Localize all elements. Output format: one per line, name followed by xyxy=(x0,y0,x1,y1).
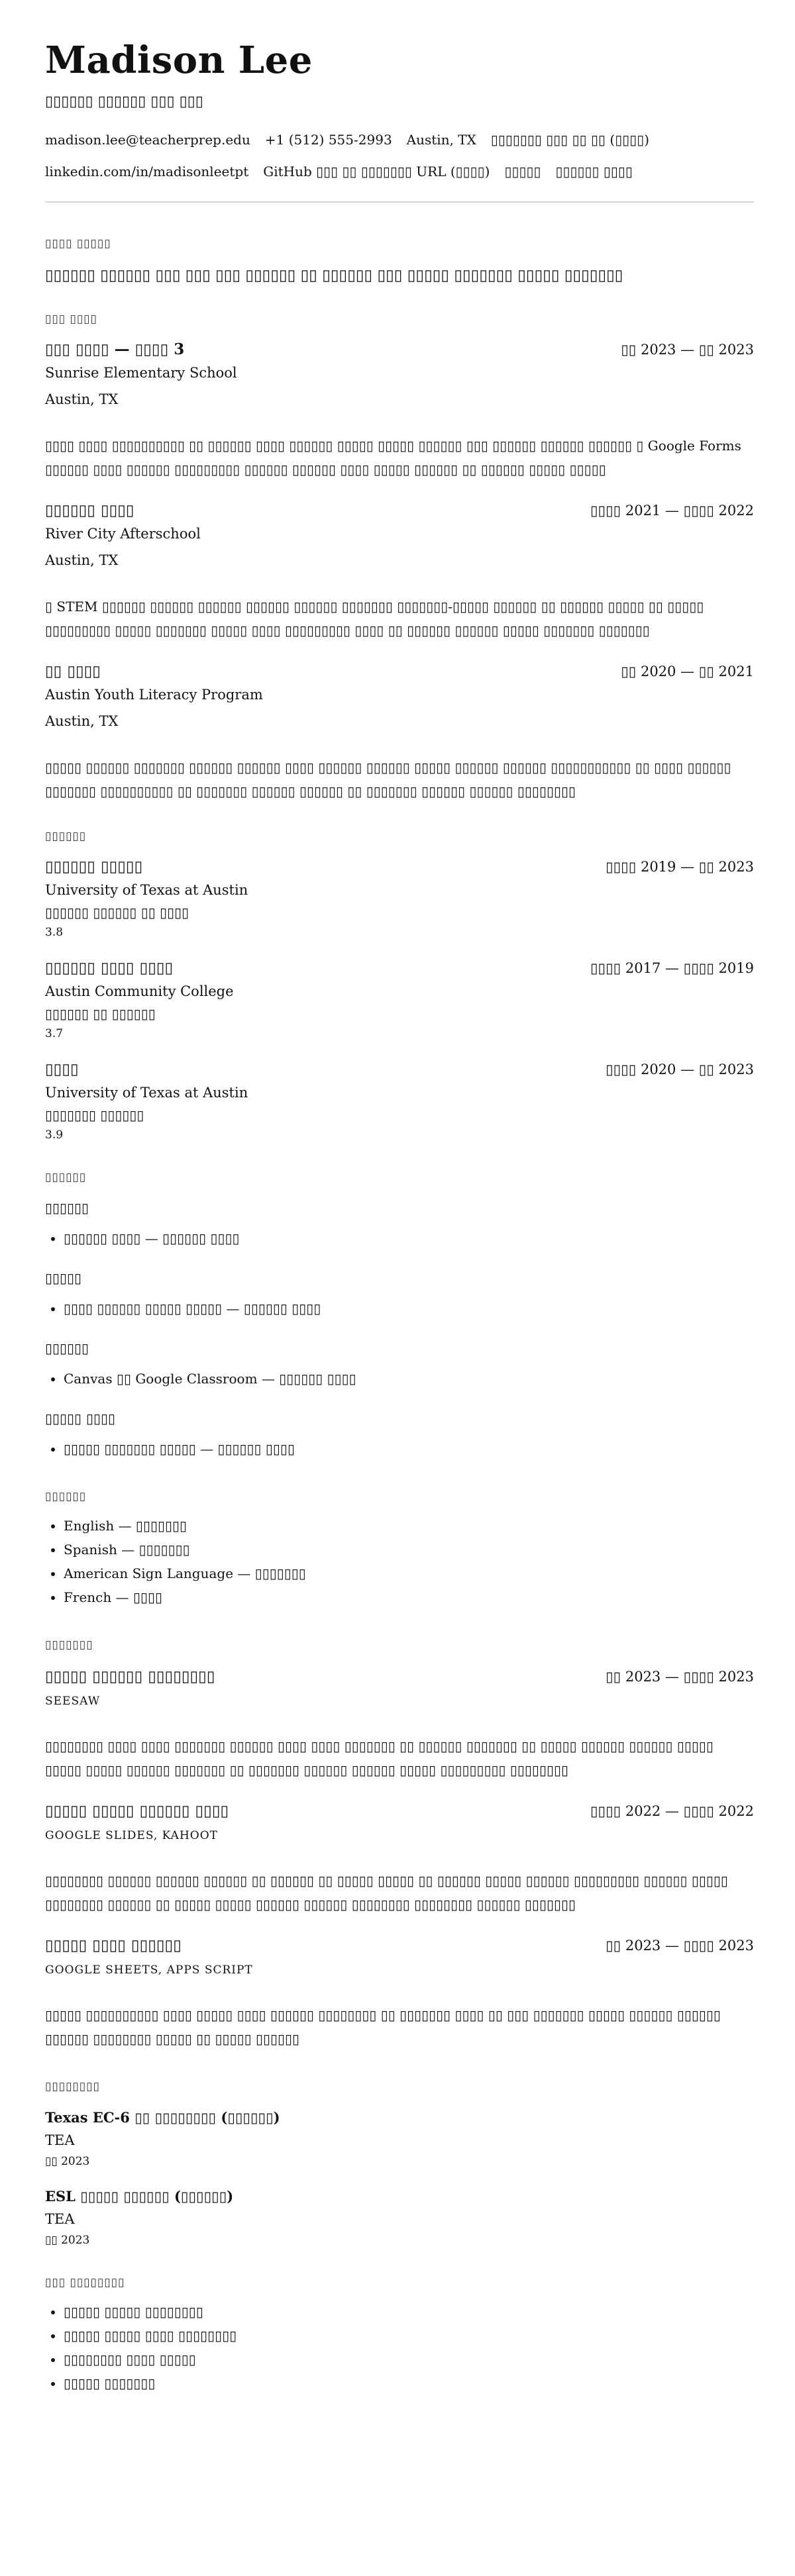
resume-page xyxy=(45,0,754,2395)
project-item xyxy=(45,1802,754,1916)
skill-category: ▯▯▯▯▯▯ xyxy=(45,1200,89,1216)
skill-item: • ▯▯▯▯▯▯ ▯▯▯▯ — ▯▯▯▯▯▯ ▯▯▯▯ xyxy=(64,1226,754,1250)
portfolio-link[interactable]: ▯▯▯▯▯▯▯ ▯▯▯ ▯▯ ▯▯ (▯▯▯▯) xyxy=(490,132,650,148)
skill-list xyxy=(45,1367,754,1391)
skill-category: ▯▯▯▯▯ xyxy=(45,1270,82,1286)
gpa-value: 3.8 xyxy=(45,926,64,939)
extra-link-b[interactable]: ▯▯▯▯▯▯ ▯▯▯▯ xyxy=(555,164,633,179)
job-description: ▯▯▯▯▯ ▯▯▯▯▯▯ ▯▯▯▯▯▯▯ ▯▯▯▯▯▯ ▯▯▯▯▯▯ ▯▯▯▯ ▯▯▯▯▯▯ ▯▯▯▯▯▯ ▯▯▯▯▯ ▯▯▯▯▯▯ ▯▯▯▯▯▯ ▯▯▯▯▯▯▯▯▯▯▯ ▯▯ ▯▯▯▯ ▯▯▯▯▯▯ ▯▯▯▯▯▯▯ ▯▯▯▯▯▯▯▯▯▯ ▯▯ ▯▯▯▯▯▯▯ ▯▯▯▯▯▯ ▯▯▯▯▯▯ ▯▯ ▯▯▯▯▯▯▯ ▯▯▯▯▯▯ ▯▯▯▯▯▯ ▯▯▯▯▯▯▯▯ xyxy=(45,760,731,799)
project-tech: GOOGLE SLIDES, KAHOOT xyxy=(45,1829,219,1842)
job-dates: ▯▯ 2020 — ▯▯ 2021 xyxy=(621,664,754,679)
email-link[interactable]: madison.lee@teacherprep.edu xyxy=(45,132,250,148)
school-name: Austin Community College xyxy=(45,983,234,999)
interests-heading: ▯▯▯ ▯▯▯▯▯▯▯▯ xyxy=(45,2276,125,2289)
extra-link-a[interactable]: ▯▯▯▯▯ xyxy=(504,164,541,179)
experience-item xyxy=(45,501,754,642)
job-location: Austin, TX xyxy=(45,552,119,568)
field-of-study: ▯▯▯▯▯▯ ▯▯ ▯▯▯▯▯▯ xyxy=(45,1006,156,1022)
project-item xyxy=(45,1936,754,2051)
projects-heading: ▯▯▯▯▯▯▯ xyxy=(45,1638,93,1652)
location-text: Austin, TX xyxy=(406,132,476,148)
github-link[interactable]: GitHub ▯▯▯ ▯▯ ▯▯▯▯▯▯▯ URL (▯▯▯▯) xyxy=(263,164,490,179)
project-description: ▯▯▯▯▯▯▯▯ ▯▯▯▯▯▯ ▯▯▯▯▯▯ ▯▯▯▯▯▯ ▯▯ ▯▯▯▯▯▯ ▯▯ ▯▯▯▯▯ ▯▯▯▯▯ ▯▯ ▯▯▯▯▯▯ ▯▯▯▯▯ ▯▯▯▯▯▯ ▯▯▯▯▯▯▯▯▯ ▯▯▯▯▯▯ ▯▯▯▯▯ ▯▯▯▯▯▯▯▯ ▯▯▯▯▯▯ ▯▯ ▯▯▯▯▯ ▯▯▯▯▯ ▯▯▯▯▯▯ ▯▯▯▯▯▯ ▯▯▯▯▯▯▯▯ ▯▯▯▯▯▯▯▯ ▯▯▯▯▯▯ ▯▯▯▯▯▯▯ xyxy=(45,1873,728,1912)
certification-name: ESL ▯▯▯▯▯ ▯▯▯▯▯▯ (▯▯▯▯▯▯) xyxy=(45,2188,234,2204)
linkedin-link[interactable]: linkedin.com/in/madisonleetpt xyxy=(45,164,249,179)
job-dates: ▯▯ 2023 — ▯▯ 2023 xyxy=(621,342,754,358)
summary-heading: ▯▯▯▯ ▯▯▯▯▯ xyxy=(45,237,111,250)
project-title: ▯▯▯▯▯ ▯▯▯▯ ▯▯▯▯▯▯ xyxy=(45,1936,182,1954)
skill-item: • ▯▯▯▯ ▯▯▯▯▯▯ ▯▯▯▯▯ ▯▯▯▯▯ — ▯▯▯▯▯▯ ▯▯▯▯ xyxy=(64,1297,754,1320)
school-name: University of Texas at Austin xyxy=(45,1085,248,1101)
job-dates: ▯▯▯▯ 2021 — ▯▯▯▯ 2022 xyxy=(590,503,754,519)
skill-item: • Canvas ▯▯ Google Classroom — ▯▯▯▯▯▯ ▯▯▯▯ xyxy=(64,1367,754,1391)
education-item xyxy=(45,959,754,1040)
gpa-value: 3.7 xyxy=(45,1027,64,1040)
project-title: ▯▯▯▯▯ ▯▯▯▯▯ ▯▯▯▯▯▯ ▯▯▯▯ xyxy=(45,1802,229,1820)
job-title: ▯▯▯▯▯▯ ▯▯▯▯ xyxy=(45,501,134,519)
skill-item: • ▯▯▯▯▯ ▯▯▯▯▯▯▯ ▯▯▯▯▯ — ▯▯▯▯▯▯ ▯▯▯▯ xyxy=(64,1437,754,1461)
project-description: ▯▯▯▯▯ ▯▯▯▯▯▯▯▯▯▯ ▯▯▯▯ ▯▯▯▯▯ ▯▯▯▯ ▯▯▯▯▯▯ ▯▯▯▯▯▯▯▯ ▯▯ ▯▯▯▯▯▯▯ ▯▯▯▯ ▯▯ ▯▯▯ ▯▯▯▯▯▯▯ ▯▯▯▯▯ ▯▯▯▯▯▯ ▯▯▯▯▯▯ ▯▯▯▯▯▯ ▯▯▯▯▯▯▯▯ ▯▯▯▯▯ ▯▯ ▯▯▯▯▯ ▯▯▯▯▯▯ xyxy=(45,2007,721,2047)
language-item: • French — ▯▯▯▯ xyxy=(64,1585,754,1609)
summary-text: ▯▯▯▯▯▯ ▯▯▯▯▯▯ ▯▯▯ ▯▯▯ ▯▯▯ ▯▯▯▯▯▯ ▯▯ ▯▯▯▯▯▯ ▯▯▯ ▯▯▯▯▯ ▯▯▯▯▯▯▯ ▯▯▯▯▯ ▯▯▯▯▯▯▯ xyxy=(45,267,623,284)
education-dates: ▯▯▯▯ 2017 — ▯▯▯▯ 2019 xyxy=(590,960,754,976)
skill-category: ▯▯▯▯▯▯ xyxy=(45,1340,89,1356)
skill-list xyxy=(45,1226,754,1250)
interest-item: • ▯▯▯▯▯ ▯▯▯▯▯▯▯ xyxy=(64,2371,754,2395)
links-row xyxy=(45,163,754,180)
skill-list xyxy=(45,1297,754,1320)
certification-issuer: TEA xyxy=(45,2132,75,2148)
education-dates: ▯▯▯▯ 2020 — ▯▯ 2023 xyxy=(606,1062,754,1077)
phone-text: +1 (512) 555-2993 xyxy=(264,132,392,148)
degree-title: ▯▯▯▯ xyxy=(45,1060,79,1078)
experience-heading: ▯▯▯ ▯▯▯▯ xyxy=(45,313,97,326)
degree-title: ▯▯▯▯▯▯ ▯▯▯▯▯ xyxy=(45,858,143,875)
job-location: Austin, TX xyxy=(45,713,119,729)
project-description: ▯▯▯▯▯▯▯▯ ▯▯▯▯ ▯▯▯▯ ▯▯▯▯▯▯▯ ▯▯▯▯▯▯ ▯▯▯▯ ▯▯▯▯ ▯▯▯▯▯▯▯ ▯▯ ▯▯▯▯▯▯ ▯▯▯▯▯▯▯ ▯▯ ▯▯▯▯▯ ▯▯▯▯▯▯ ▯▯▯▯▯▯ ▯▯▯▯▯ ▯▯▯▯▯ ▯▯▯▯▯ ▯▯▯▯▯▯ ▯▯▯▯▯▯▯ ▯▯ ▯▯▯▯▯▯▯ ▯▯▯▯▯▯ ▯▯▯▯▯▯ ▯▯▯▯▯ ▯▯▯▯▯▯▯▯▯ ▯▯▯▯▯▯▯▯ xyxy=(45,1738,714,1778)
language-list xyxy=(45,1514,754,1609)
certification-date: ▯▯ 2023 xyxy=(45,2234,90,2247)
interest-item: • ▯▯▯▯▯ ▯▯▯▯▯ ▯▯▯▯ ▯▯▯▯▯▯▯▯ xyxy=(64,2324,754,2348)
project-tech: SEESAW xyxy=(45,1695,101,1708)
school-name: University of Texas at Austin xyxy=(45,882,248,898)
job-org: Sunrise Elementary School xyxy=(45,365,237,381)
languages-heading: ▯▯▯▯▯▯ xyxy=(45,1490,87,1503)
education-dates: ▯▯▯▯ 2019 — ▯▯ 2023 xyxy=(606,859,754,875)
candidate-name: Madison Lee xyxy=(45,38,313,82)
experience-item xyxy=(45,340,754,481)
job-location: Austin, TX xyxy=(45,391,119,407)
headline: ▯▯▯▯▯▯ ▯▯▯▯▯▯ ▯▯▯ ▯▯▯ xyxy=(45,93,203,110)
job-org: River City Afterschool xyxy=(45,526,201,542)
project-item xyxy=(45,1667,754,1782)
contact-row xyxy=(45,131,754,148)
skills-heading: ▯▯▯▯▯▯ xyxy=(45,1171,87,1184)
certifications-heading: ▯▯▯▯▯▯▯▯ xyxy=(45,2080,100,2093)
experience-item xyxy=(45,662,754,803)
project-dates: ▯▯ 2023 — ▯▯▯▯ 2023 xyxy=(606,1938,754,1954)
degree-title: ▯▯▯▯▯▯ ▯▯▯▯ ▯▯▯▯ xyxy=(45,959,174,977)
job-title: ▯▯▯ ▯▯▯▯ — ▯▯▯▯ 3 xyxy=(45,340,185,358)
project-dates: ▯▯ 2023 — ▯▯▯▯ 2023 xyxy=(606,1669,754,1685)
certification-issuer: TEA xyxy=(45,2211,75,2227)
skill-category: ▯▯▯▯▯ ▯▯▯▯ xyxy=(45,1411,116,1426)
certification-item xyxy=(45,2109,754,2168)
field-of-study: ▯▯▯▯▯▯ ▯▯▯▯▯▯ ▯▯ ▯▯▯▯ xyxy=(45,905,189,920)
interest-item: • ▯▯▯▯▯ ▯▯▯▯▯ ▯▯▯▯▯▯▯▯ xyxy=(64,2300,754,2324)
project-tech: GOOGLE SHEETS, APPS SCRIPT xyxy=(45,1963,253,1977)
gpa-value: 3.9 xyxy=(45,1128,64,1142)
education-item xyxy=(45,858,754,939)
header-divider xyxy=(45,201,754,203)
certification-item xyxy=(45,2188,754,2247)
language-item: • Spanish — ▯▯▯▯▯▯▯ xyxy=(64,1538,754,1561)
certification-name: Texas EC-6 ▯▯ ▯▯▯▯▯▯▯▯ (▯▯▯▯▯▯) xyxy=(45,2109,280,2126)
education-item xyxy=(45,1060,754,1142)
education-heading: ▯▯▯▯▯▯ xyxy=(45,830,87,843)
job-description: ▯▯▯▯ ▯▯▯▯ ▯▯▯▯▯▯▯▯▯▯ ▯▯ ▯▯▯▯▯▯ ▯▯▯▯ ▯▯▯▯▯▯ ▯▯▯▯▯ ▯▯▯▯▯ ▯▯▯▯▯▯ ▯▯▯ ▯▯▯▯▯▯ ▯▯▯▯▯▯ ▯▯▯▯▯▯ ▯ Google Forms ▯▯▯▯▯▯ ▯▯▯▯ ▯▯▯▯▯▯ ▯▯▯▯▯▯▯▯▯ ▯▯▯▯▯▯ ▯▯▯▯▯▯ ▯▯▯▯ ▯▯▯▯▯ ▯▯▯▯▯▯ ▯▯ ▯▯▯▯▯▯ ▯▯▯▯▯ ▯▯▯▯▯ xyxy=(45,438,741,477)
language-item: • American Sign Language — ▯▯▯▯▯▯▯ xyxy=(64,1561,754,1585)
certification-date: ▯▯ 2023 xyxy=(45,2155,90,2168)
skill-list xyxy=(45,1437,754,1461)
project-title: ▯▯▯▯▯ ▯▯▯▯▯▯ ▯▯▯▯▯▯▯▯ xyxy=(45,1667,215,1685)
project-dates: ▯▯▯▯ 2022 — ▯▯▯▯ 2022 xyxy=(590,1803,754,1819)
job-title: ▯▯ ▯▯▯▯ xyxy=(45,662,101,680)
job-org: Austin Youth Literacy Program xyxy=(45,687,263,703)
language-item: • English — ▯▯▯▯▯▯▯ xyxy=(64,1514,754,1538)
interest-list xyxy=(45,2300,754,2395)
job-description: ▯ STEM ▯▯▯▯▯▯ ▯▯▯▯▯▯ ▯▯▯▯▯▯ ▯▯▯▯▯▯ ▯▯▯▯▯▯ ▯▯▯▯▯▯▯ ▯▯▯▯▯▯▯-▯▯▯▯▯ ▯▯▯▯▯▯ ▯▯ ▯▯▯▯▯▯ ▯▯▯▯▯ ▯▯ ▯▯▯▯▯ ▯▯▯▯▯▯▯▯▯ ▯▯▯▯▯ ▯▯▯▯▯▯▯ ▯▯▯▯▯ ▯▯▯▯ ▯▯▯▯▯▯▯▯▯ ▯▯▯▯ ▯▯ ▯▯▯▯▯▯ ▯▯▯▯▯▯ ▯▯▯▯▯ ▯▯▯▯▯▯▯ ▯▯▯▯▯▯▯ xyxy=(45,599,704,638)
interest-item: • ▯▯▯▯▯▯▯▯ ▯▯▯▯ ▯▯▯▯▯ xyxy=(64,2348,754,2371)
field-of-study: ▯▯▯▯▯▯▯ ▯▯▯▯▯▯ xyxy=(45,1107,144,1123)
